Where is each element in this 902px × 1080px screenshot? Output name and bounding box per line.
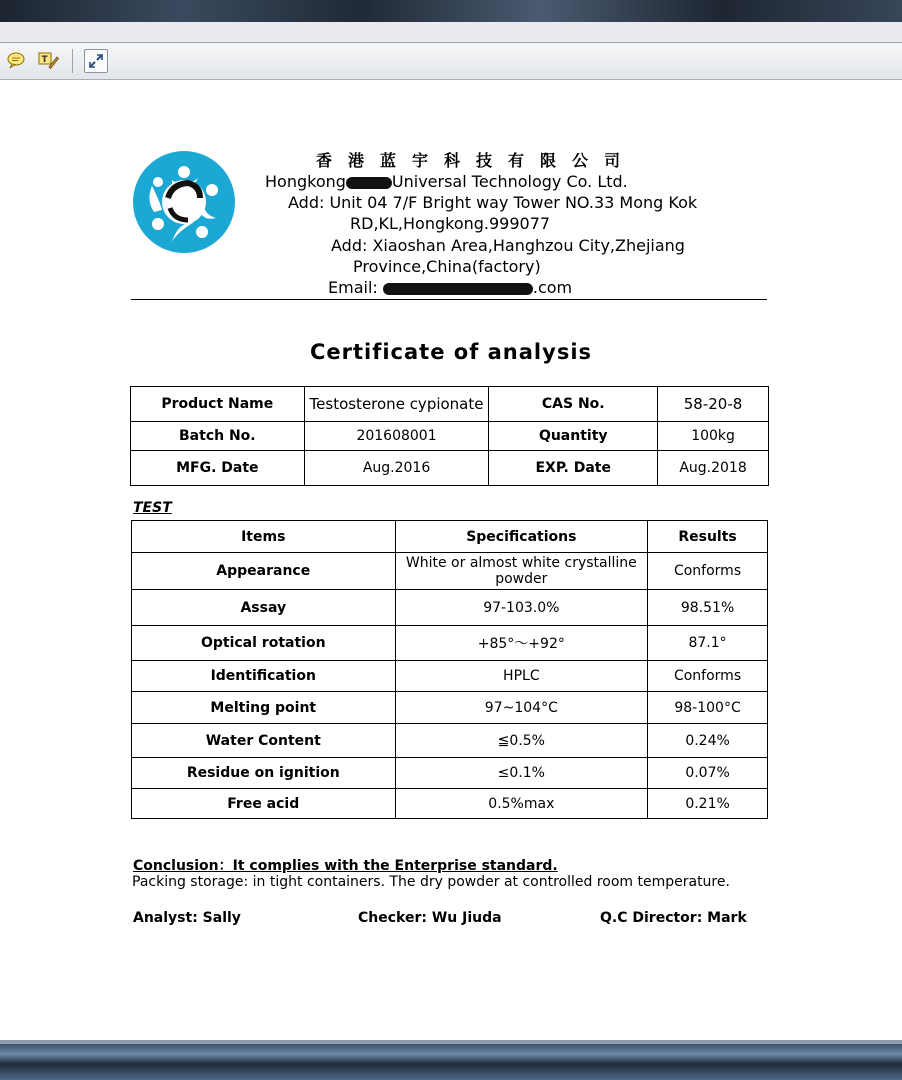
cas-label: CAS No. bbox=[489, 387, 658, 422]
header-divider bbox=[131, 299, 767, 300]
item-cell: Assay bbox=[132, 590, 396, 626]
spec-cell: White or almost white crystalline powder bbox=[395, 553, 648, 590]
company-name bbox=[265, 172, 628, 191]
result-cell: 98-100°C bbox=[648, 692, 768, 724]
exp-label: EXP. Date bbox=[489, 451, 658, 486]
company-logo bbox=[132, 150, 236, 254]
table-header-row bbox=[132, 521, 768, 553]
packing-storage-text: Packing storage: in tight containers. The dry powder at controlled room temperature. bbox=[132, 874, 730, 890]
email-suffix: .com bbox=[532, 278, 573, 297]
test-section-label: TEST bbox=[133, 500, 172, 516]
table-row bbox=[132, 758, 768, 789]
spec-cell: ≤0.1% bbox=[395, 758, 648, 789]
cas-value: 58-20-8 bbox=[658, 387, 769, 422]
redaction-mark bbox=[346, 177, 392, 189]
email-label: Email: bbox=[328, 278, 378, 297]
company-suffix: Universal Technology Co. Ltd. bbox=[391, 172, 628, 191]
product-info-table bbox=[130, 386, 769, 486]
spec-cell: HPLC bbox=[395, 661, 648, 692]
item-cell: Melting point bbox=[132, 692, 396, 724]
address-line-1: Add: Unit 04 7/F Bright way Tower NO.33 Mong Kok bbox=[288, 193, 698, 212]
comment-icon[interactable] bbox=[5, 49, 27, 71]
company-prefix: Hongkong bbox=[265, 172, 346, 191]
conclusion-text: Conclusion：It complies with the Enterprise standard. bbox=[133, 858, 558, 874]
table-row bbox=[132, 724, 768, 758]
spec-cell: 0.5%max bbox=[395, 789, 648, 819]
header-specifications: Specifications bbox=[395, 521, 648, 553]
table-row bbox=[132, 789, 768, 819]
expand-icon[interactable] bbox=[84, 49, 108, 73]
spec-cell: 97-103.0% bbox=[395, 590, 648, 626]
mfg-label: MFG. Date bbox=[131, 451, 305, 486]
result-cell: 87.1° bbox=[648, 626, 768, 661]
email-redaction bbox=[383, 283, 533, 295]
checker-signature: Checker: Wu Jiuda bbox=[358, 910, 502, 926]
result-cell: 0.07% bbox=[648, 758, 768, 789]
quantity-label: Quantity bbox=[489, 422, 658, 451]
quantity-value: 100kg bbox=[658, 422, 769, 451]
analyst-signature: Analyst: Sally bbox=[133, 910, 241, 926]
header-items: Items bbox=[132, 521, 396, 553]
qc-director-signature: Q.C Director: Mark bbox=[600, 910, 747, 926]
viewer-toolbar bbox=[0, 43, 902, 80]
table-row bbox=[132, 553, 768, 590]
svg-text:T: T bbox=[41, 55, 48, 65]
desktop-top-strip bbox=[0, 0, 902, 22]
item-cell: Identification bbox=[132, 661, 396, 692]
exp-value: Aug.2018 bbox=[658, 451, 769, 486]
desktop-bottom-highlight bbox=[0, 1040, 902, 1044]
address-line-2: RD,KL,Hongkong.999077 bbox=[350, 214, 551, 233]
company-name-chinese: 香港蓝宇科技有限公司 bbox=[316, 151, 637, 170]
spec-cell: 97~104°C bbox=[395, 692, 648, 724]
table-row bbox=[132, 590, 768, 626]
document-title: Certificate of analysis bbox=[309, 340, 593, 364]
mfg-value: Aug.2016 bbox=[304, 451, 489, 486]
factory-line-1: Add: Xiaoshan Area,Hanghzou City,Zhejiang bbox=[331, 236, 685, 255]
item-cell: Optical rotation bbox=[132, 626, 396, 661]
product-name-label: Product Name bbox=[131, 387, 305, 422]
text-edit-icon[interactable] bbox=[37, 49, 59, 71]
result-cell: 0.24% bbox=[648, 724, 768, 758]
item-cell: Appearance bbox=[132, 553, 396, 590]
batch-label: Batch No. bbox=[131, 422, 305, 451]
desktop-bottom-strip bbox=[0, 1040, 902, 1080]
test-results-table bbox=[131, 520, 768, 819]
item-cell: Residue on ignition bbox=[132, 758, 396, 789]
product-name-value: Testosterone cypionate bbox=[304, 387, 489, 422]
result-cell: Conforms bbox=[648, 553, 768, 590]
factory-line-2: Province,China(factory) bbox=[353, 257, 541, 276]
header-results: Results bbox=[648, 521, 768, 553]
batch-value: 201608001 bbox=[304, 422, 489, 451]
result-cell: 0.21% bbox=[648, 789, 768, 819]
table-row bbox=[132, 661, 768, 692]
window-frame bbox=[0, 22, 902, 43]
result-cell: 98.51% bbox=[648, 590, 768, 626]
result-cell: Conforms bbox=[648, 661, 768, 692]
item-cell: Free acid bbox=[132, 789, 396, 819]
email-line bbox=[328, 278, 572, 297]
spec-cell: +85°～+92° bbox=[395, 626, 648, 661]
item-cell: Water Content bbox=[132, 724, 396, 758]
table-row bbox=[132, 692, 768, 724]
spec-cell: ≦0.5% bbox=[395, 724, 648, 758]
toolbar-separator bbox=[72, 49, 73, 73]
table-row bbox=[132, 626, 768, 661]
